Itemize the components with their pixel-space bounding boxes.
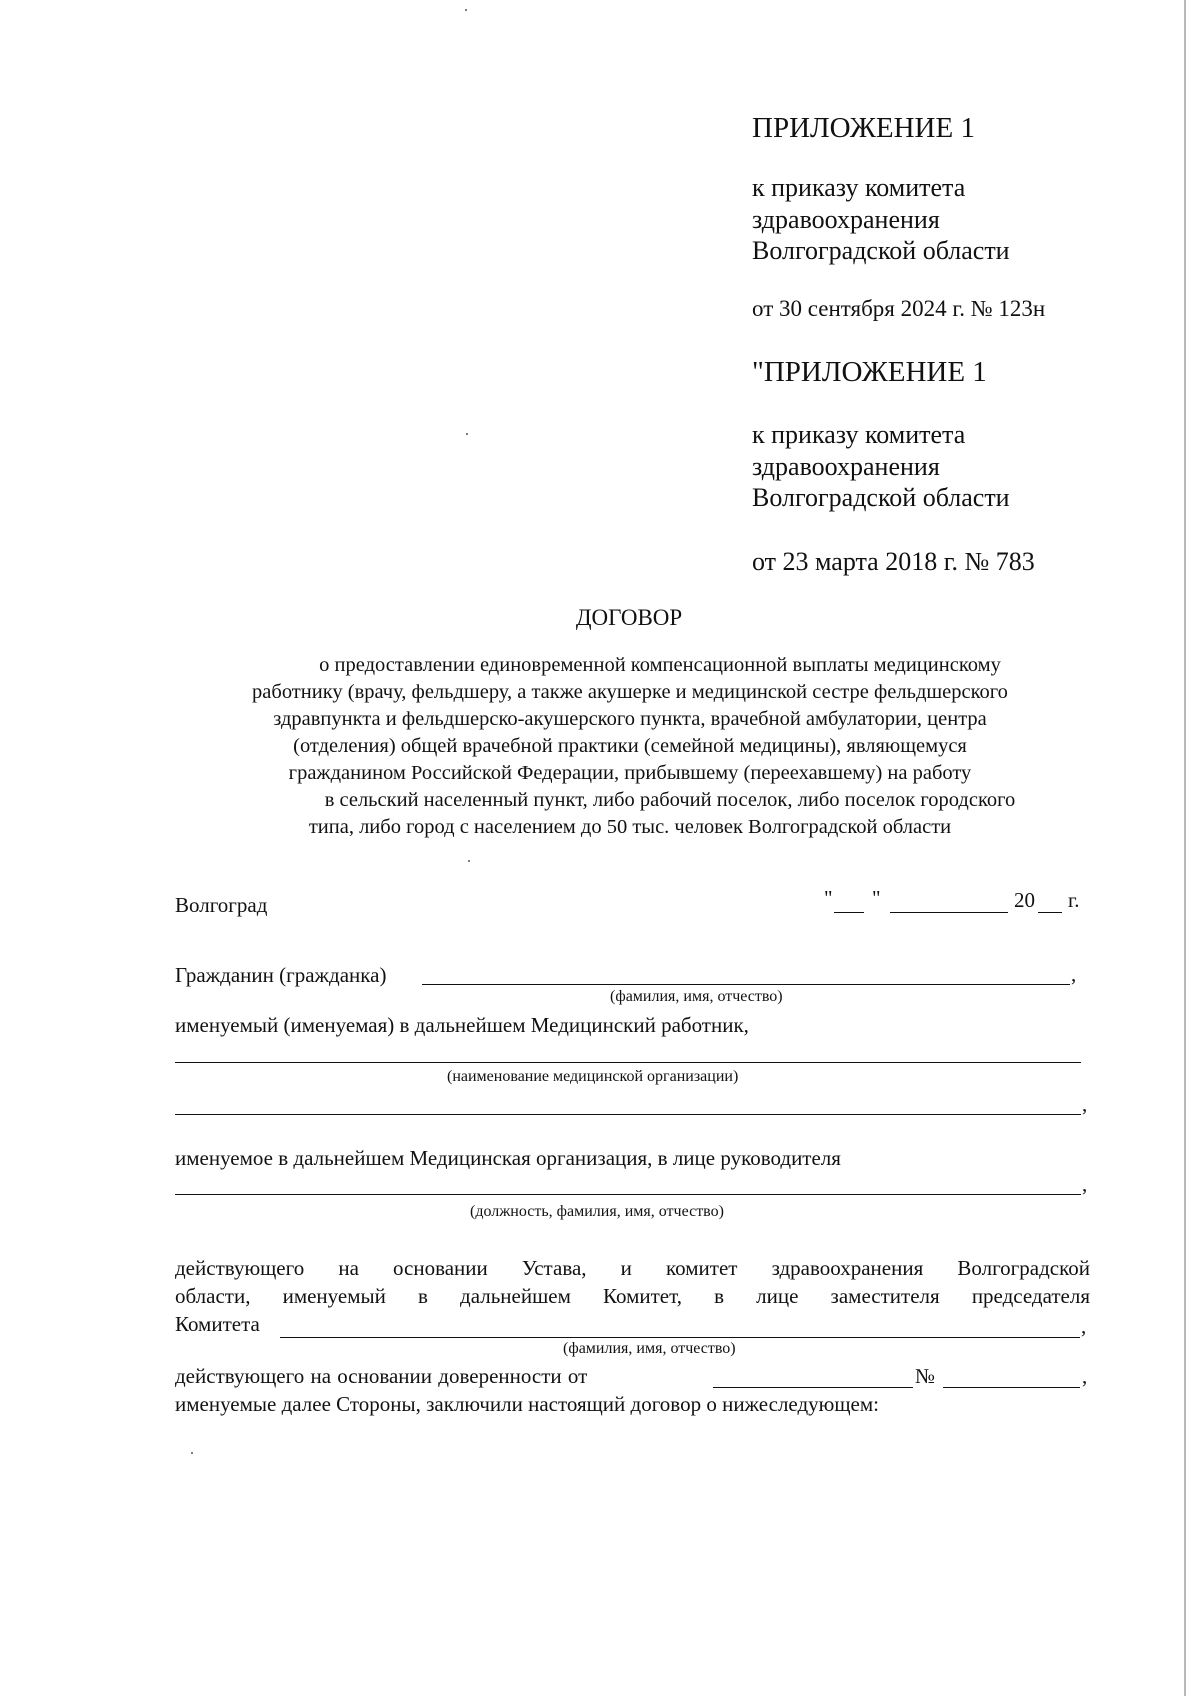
power-number-blank <box>943 1387 1080 1388</box>
stamp-heading: ПРИЛОЖЕНИЕ 1 <box>752 112 975 144</box>
organization-name-blank <box>175 1062 1081 1063</box>
scan-speck <box>468 860 470 862</box>
scan-speck <box>191 1452 193 1454</box>
committee-label: Комитета <box>175 1312 260 1336</box>
subtitle-line: о предоставлении единовременной компенсационной выплаты медицинскому <box>319 654 1001 676</box>
comma: , <box>1082 1172 1088 1196</box>
head-blank <box>175 1194 1081 1195</box>
stamp-line-2: здравоохранения <box>752 205 940 234</box>
scan-speck <box>465 9 467 11</box>
scan-speck <box>466 433 468 435</box>
subtitle-line: в сельский населенный пункт, либо рабочий поселок, либо поселок городского <box>324 789 1016 811</box>
date-year-blank <box>1038 912 1062 913</box>
date-month-blank <box>890 912 1008 913</box>
document-title: ДОГОВОР <box>575 605 683 630</box>
subtitle-line: работнику (врачу, фельдшеру, а также акушерке и медицинской сестре фельдшерского <box>252 681 1008 703</box>
head-caption: (должность, фамилия, имя, отчество) <box>470 1203 724 1220</box>
committee-line-1: действующего на основании Устава, и комитет здравоохранения Волгоградской <box>175 1256 1090 1280</box>
comma: , <box>1081 1314 1087 1338</box>
stamp-line-1: к приказу комитета <box>752 173 966 202</box>
number-sign: № <box>915 1364 936 1388</box>
date-year-suffix: г. <box>1068 888 1080 912</box>
stamp-orig-line-2: здравоохранения <box>752 452 940 481</box>
city: Волгоград <box>175 893 268 917</box>
stamp-date: от 30 сентября 2024 г. № 123н <box>752 296 1046 321</box>
date-quote-close: " <box>872 886 881 910</box>
stamp-orig-line-3: Волгоградской области <box>752 483 1010 512</box>
subtitle-line: здравпункта и фельдшерско-акушерского пункта, врачебной амбулатории, центра <box>273 708 987 730</box>
subtitle-line: типа, либо город с населением до 50 тыс. человек Волгоградской области <box>308 816 952 838</box>
scan-edge <box>1184 0 1186 1696</box>
date-day-blank <box>834 912 864 913</box>
citizen-named-as: именуемый (именуемая) в дальнейшем Медицинский работник, <box>175 1013 749 1037</box>
citizen-name-blank <box>422 984 1070 985</box>
power-of-attorney-label: действующего на основании доверенности от <box>175 1364 588 1388</box>
organization-name-caption: (наименование медицинской организации) <box>447 1068 739 1085</box>
citizen-label: Гражданин (гражданка) <box>175 963 387 987</box>
citizen-name-caption: (фамилия, имя, отчество) <box>610 988 783 1005</box>
deputy-name-blank <box>280 1337 1080 1338</box>
power-date-blank <box>713 1387 913 1388</box>
stamp-line-3: Волгоградской области <box>752 236 1010 265</box>
comma: , <box>1082 1364 1088 1388</box>
organization-name-blank-2 <box>175 1114 1081 1115</box>
comma: , <box>1071 962 1077 986</box>
subtitle-line: гражданином Российской Федерации, прибывшему (переехавшему) на работу <box>288 762 972 784</box>
document-subtitle <box>170 652 1090 841</box>
comma: , <box>1082 1092 1088 1116</box>
deputy-name-caption: (фамилия, имя, отчество) <box>563 1340 736 1357</box>
stamp-orig-line-1: к приказу комитета <box>752 420 966 449</box>
stamp-orig-heading: "ПРИЛОЖЕНИЕ 1 <box>752 356 987 388</box>
committee-line-2: области, именуемый в дальнейшем Комитет, в лице заместителя председателя <box>175 1284 1090 1308</box>
closing-text: именуемые далее Стороны, заключили настоящий договор о нижеследующем: <box>175 1392 879 1416</box>
subtitle-line: (отделения) общей врачебной практики (семейной медицины), являющемуся <box>293 735 967 757</box>
date-quote-open: " <box>824 886 833 910</box>
organization-named-as: именуемое в дальнейшем Медицинская организация, в лице руководителя <box>175 1146 841 1170</box>
date-year-prefix: 20 <box>1014 888 1035 912</box>
stamp-orig-date: от 23 марта 2018 г. № 783 <box>752 547 1035 576</box>
